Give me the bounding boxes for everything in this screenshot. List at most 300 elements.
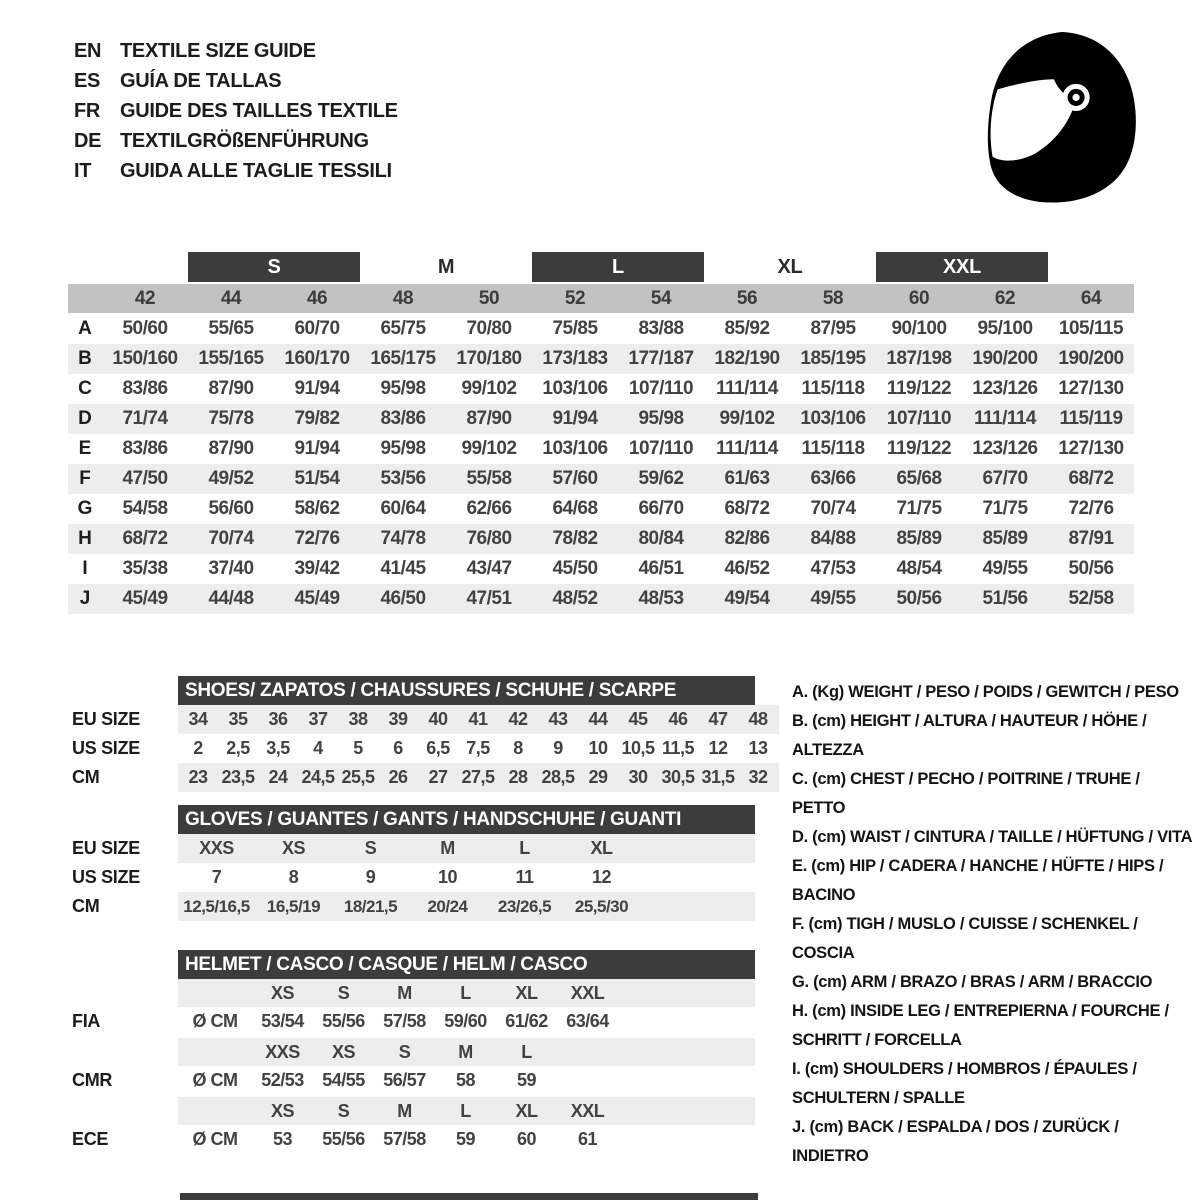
shoe-size-value: 29 <box>588 767 608 787</box>
measurement-value: 95/98 <box>638 408 684 429</box>
measurement-value: 50/56 <box>896 588 942 609</box>
measurement-row <box>68 464 1134 494</box>
accessory-tables <box>72 676 788 1156</box>
measurement-value: 78/82 <box>552 528 598 549</box>
helmet-size-label: XS <box>331 1041 355 1062</box>
helmet-size-row <box>178 979 755 1007</box>
helmet-size-label: XL <box>515 1100 538 1121</box>
gloves-values <box>178 834 755 863</box>
measurement-value: 170/180 <box>456 348 522 369</box>
gloves-row <box>72 834 788 863</box>
helmet-value: 59 <box>455 1128 476 1149</box>
row-letter: C <box>78 378 92 399</box>
diameter-label: Ø CM <box>192 1128 238 1149</box>
shoes-rows <box>72 705 788 792</box>
shoe-size-value: 30 <box>628 767 648 787</box>
measurement-value: 57/60 <box>552 468 598 489</box>
shoe-size-value: 10,5 <box>621 738 655 758</box>
measurement-value: 49/52 <box>208 468 254 489</box>
measurement-value: 165/175 <box>370 348 436 369</box>
helmet-size-label: M <box>397 982 412 1003</box>
measurement-value: 111/114 <box>715 438 779 459</box>
shoe-size-value: 12 <box>708 738 728 758</box>
measurement-value: 65/75 <box>380 318 426 339</box>
measurement-row <box>68 524 1134 554</box>
size-number: 44 <box>220 287 242 309</box>
helmet-value: 61/62 <box>505 1010 548 1031</box>
shoe-size-value: 44 <box>588 709 608 729</box>
helmet-value-row <box>178 1066 755 1094</box>
helmet-value: 59/60 <box>444 1010 487 1031</box>
legend-entry: E. (cm) HIP / CADERA / HANCHE / HÜFTE / HIPS / BACINO <box>792 857 1164 904</box>
row-label: EU SIZE <box>72 838 140 858</box>
language-title: GUÍA DE TALLAS <box>120 70 282 92</box>
measurement-value: 71/74 <box>122 408 168 429</box>
measurement-value: 83/86 <box>380 408 426 429</box>
shoe-size-value: 13 <box>748 738 768 758</box>
language-title: GUIDE DES TAILLES TEXTILE <box>120 100 398 122</box>
shoe-size-value: 27,5 <box>461 767 495 787</box>
helmet-size-label: S <box>337 1100 350 1121</box>
shoe-size-value: 31,5 <box>701 767 735 787</box>
helmet-size-label: XS <box>270 982 294 1003</box>
helmet-icon <box>986 28 1138 204</box>
shoe-size-value: 7,5 <box>466 738 490 758</box>
measurement-value: 187/198 <box>886 348 952 369</box>
row-letter: I <box>82 558 88 579</box>
measurement-value: 60/70 <box>294 318 340 339</box>
shoe-size-value: 24,5 <box>301 767 335 787</box>
measurement-value: 75/85 <box>552 318 598 339</box>
measurement-value: 49/55 <box>982 558 1028 579</box>
measurement-value: 84/88 <box>810 528 856 549</box>
measurement-value: 58/62 <box>294 498 340 519</box>
gloves-section <box>72 805 788 921</box>
size-number: 60 <box>908 287 930 309</box>
measurement-value: 46/52 <box>724 558 770 579</box>
size-band-l: L <box>532 252 704 282</box>
glove-size-value: 18/21,5 <box>343 896 398 916</box>
empty-corner-cell <box>68 284 102 313</box>
helmet-value: 56/57 <box>383 1069 426 1090</box>
measurement-value: 50/56 <box>1068 558 1114 579</box>
shoe-size-value: 10 <box>588 738 608 758</box>
measurement-value: 155/165 <box>198 348 264 369</box>
measurement-value: 51/56 <box>982 588 1028 609</box>
measurement-value: 46/50 <box>380 588 426 609</box>
measurement-value: 68/72 <box>122 528 168 549</box>
glove-size-value: 8 <box>288 867 299 887</box>
shoes-row <box>72 763 788 792</box>
size-band-s: S <box>188 252 360 282</box>
measurement-value: 91/94 <box>294 438 340 459</box>
measurement-value: 45/49 <box>122 588 168 609</box>
shoe-size-value: 2 <box>193 738 203 758</box>
partial-section-bar <box>180 1193 758 1200</box>
helmet-value: 59 <box>516 1069 537 1090</box>
shoe-size-value: 4 <box>313 738 323 758</box>
size-number: 52 <box>564 287 586 309</box>
shoes-header: SHOES/ ZAPATOS / CHAUSSURES / SCHUHE / SCARPE <box>178 676 755 705</box>
measurement-value: 83/88 <box>638 318 684 339</box>
row-label: CM <box>72 767 100 787</box>
size-band-row <box>68 252 1134 282</box>
measurement-value: 190/200 <box>972 348 1038 369</box>
shoe-size-value: 34 <box>188 709 208 729</box>
size-number-header-row <box>68 284 1134 313</box>
shoe-size-value: 30,5 <box>661 767 695 787</box>
gloves-values <box>178 892 755 921</box>
shoe-size-value: 45 <box>628 709 648 729</box>
diameter-label: Ø CM <box>192 1069 238 1090</box>
size-number: 58 <box>822 287 844 309</box>
legend-entry: F. (cm) TIGH / MUSLO / CUISSE / SCHENKEL / COSCIA <box>792 915 1138 962</box>
glove-size-value: 7 <box>211 867 222 887</box>
language-code: EN <box>74 40 102 62</box>
gloves-values <box>178 863 755 892</box>
measurement-value: 185/195 <box>800 348 866 369</box>
measurement-value: 41/45 <box>380 558 426 579</box>
gloves-rows <box>72 834 788 921</box>
gloves-row <box>72 863 788 892</box>
empty-cell <box>178 979 252 1007</box>
legend-entry: J. (cm) BACK / ESPALDA / DOS / ZURÜCK / INDIETRO <box>792 1118 1119 1165</box>
shoe-size-value: 43 <box>548 709 568 729</box>
shoe-size-value: 25,5 <box>341 767 375 787</box>
row-label: CM <box>72 896 100 916</box>
shoe-size-value: 48 <box>748 709 768 729</box>
measurement-row <box>68 584 1134 614</box>
measurement-row <box>68 404 1134 434</box>
measurement-value: 47/50 <box>122 468 168 489</box>
size-number: 46 <box>306 287 328 309</box>
measurement-value: 47/51 <box>466 588 512 609</box>
measurement-value: 123/126 <box>972 378 1038 399</box>
measurement-value: 48/54 <box>896 558 942 579</box>
measurement-value: 72/76 <box>1068 498 1114 519</box>
standard-label: ECE <box>72 1128 109 1149</box>
helmet-size-label: XXS <box>265 1041 300 1062</box>
measurement-value: 107/110 <box>628 438 694 459</box>
measurement-value: 190/200 <box>1058 348 1124 369</box>
measurement-value: 95/98 <box>380 378 426 399</box>
language-title: TEXTILE SIZE GUIDE <box>120 40 316 62</box>
shoe-size-value: 11,5 <box>661 738 695 758</box>
glove-size-value: 16,5/19 <box>266 896 321 916</box>
helmet-size-label: M <box>458 1041 473 1062</box>
measurement-value: 61/63 <box>724 468 770 489</box>
measurement-value: 173/183 <box>542 348 608 369</box>
size-number: 56 <box>736 287 758 309</box>
helmet-blocks <box>72 979 788 1153</box>
row-letter: H <box>78 528 92 549</box>
size-number: 62 <box>994 287 1016 309</box>
helmet-size-label: XXL <box>570 982 605 1003</box>
measurement-value: 70/74 <box>810 498 856 519</box>
gloves-row <box>72 892 788 921</box>
measurement-value: 123/126 <box>972 438 1038 459</box>
glove-size-value: 20/24 <box>427 896 468 916</box>
helmet-size-row <box>178 1097 755 1125</box>
measurement-value: 87/90 <box>466 408 512 429</box>
measurement-value: 182/190 <box>714 348 780 369</box>
measurement-value: 68/72 <box>724 498 770 519</box>
shoe-size-value: 28,5 <box>541 767 575 787</box>
helmet-value: 57/58 <box>383 1128 426 1149</box>
measurement-value: 71/75 <box>982 498 1028 519</box>
glove-size-value: M <box>440 838 455 858</box>
measurement-value: 71/75 <box>896 498 942 519</box>
measurement-value: 119/122 <box>886 438 952 459</box>
measurement-row <box>68 434 1134 464</box>
measurement-row <box>68 554 1134 584</box>
legend-entry: A. (Kg) WEIGHT / PESO / POIDS / GEWITCH / PESO <box>792 683 1179 701</box>
empty-cell <box>178 1097 252 1125</box>
measurement-value: 45/49 <box>294 588 340 609</box>
measurement-value: 64/68 <box>552 498 598 519</box>
helmet-value: 54/55 <box>322 1069 365 1090</box>
measurement-value: 87/91 <box>1068 528 1114 549</box>
measurement-value: 49/54 <box>724 588 770 609</box>
shoe-size-value: 35 <box>228 709 248 729</box>
size-number: 50 <box>478 287 500 309</box>
measurement-value: 50/60 <box>122 318 168 339</box>
measurement-value: 60/64 <box>380 498 426 519</box>
glove-size-value: 12 <box>591 867 612 887</box>
language-title-list <box>74 40 398 183</box>
helmet-size-label: L <box>521 1041 532 1062</box>
measurement-value: 45/50 <box>552 558 598 579</box>
helmet-value: 61 <box>577 1128 598 1149</box>
helmet-size-label: S <box>337 982 350 1003</box>
measurement-value: 87/90 <box>208 438 254 459</box>
measurement-value: 55/65 <box>208 318 254 339</box>
measurement-value: 55/58 <box>466 468 512 489</box>
measurement-value: 111/114 <box>973 408 1037 429</box>
helmet-value-row <box>178 1007 755 1035</box>
glove-size-value: 11 <box>515 867 534 887</box>
language-title: GUIDA ALLE TAGLIE TESSILI <box>120 160 392 182</box>
shoe-size-value: 36 <box>268 709 288 729</box>
shoe-size-value: 40 <box>428 709 448 729</box>
shoes-row <box>72 705 788 734</box>
shoes-values <box>178 734 779 763</box>
measurement-value: 177/187 <box>628 348 694 369</box>
row-label: US SIZE <box>72 867 140 887</box>
measurement-value: 37/40 <box>208 558 254 579</box>
row-letter: G <box>77 498 93 519</box>
helmet-size-label: XS <box>270 1100 294 1121</box>
measurement-value: 99/102 <box>461 438 517 459</box>
measurement-value: 119/122 <box>886 378 952 399</box>
helmet-value: 53/54 <box>261 1010 304 1031</box>
measurement-value: 99/102 <box>461 378 517 399</box>
measurement-value: 127/130 <box>1058 378 1124 399</box>
measurement-value: 63/66 <box>810 468 856 489</box>
shoe-size-value: 46 <box>668 709 688 729</box>
measurement-value: 79/82 <box>294 408 340 429</box>
measurement-value: 35/38 <box>122 558 168 579</box>
helmet-value: 52/53 <box>261 1069 304 1090</box>
helmet-section <box>72 950 788 1153</box>
language-title: TEXTILGRÖßENFÜHRUNG <box>120 130 369 152</box>
measurement-legend <box>792 678 1194 1171</box>
language-code: IT <box>74 160 92 182</box>
legend-entry: D. (cm) WAIST / CINTURA / TAILLE / HÜFTUNG / VITA <box>792 828 1193 846</box>
measurement-value: 150/160 <box>112 348 178 369</box>
legend-entry: B. (cm) HEIGHT / ALTURA / HAUTEUR / HÖHE / ALTEZZA <box>792 712 1147 759</box>
measurement-value: 59/62 <box>638 468 684 489</box>
measurement-value: 105/115 <box>1058 318 1124 339</box>
shoe-size-value: 6,5 <box>426 738 450 758</box>
measurement-value: 107/110 <box>628 378 694 399</box>
shoe-size-value: 42 <box>508 709 528 729</box>
measurement-value: 47/53 <box>810 558 856 579</box>
measurement-value: 115/119 <box>1059 408 1123 429</box>
row-letter: D <box>78 408 92 429</box>
measurement-value: 48/53 <box>638 588 684 609</box>
standard-label: CMR <box>72 1069 113 1090</box>
glove-size-value: 25,5/30 <box>574 896 629 916</box>
helmet-value-row <box>178 1125 755 1153</box>
measurement-value: 95/100 <box>977 318 1033 339</box>
shoe-size-value: 41 <box>468 709 488 729</box>
measurement-value: 87/90 <box>208 378 254 399</box>
measurement-value: 39/42 <box>294 558 340 579</box>
measurement-value: 107/110 <box>886 408 952 429</box>
measurement-value: 87/95 <box>810 318 856 339</box>
row-label: EU SIZE <box>72 709 140 729</box>
row-letter: F <box>79 468 91 489</box>
helmet-value: 60 <box>516 1128 537 1149</box>
shoe-size-value: 37 <box>308 709 328 729</box>
shoe-size-value: 32 <box>748 767 768 787</box>
measurement-value: 127/130 <box>1058 438 1124 459</box>
language-code: ES <box>74 70 101 92</box>
shoe-size-value: 27 <box>428 767 448 787</box>
measurement-value: 83/86 <box>122 378 168 399</box>
legend-entry: H. (cm) INSIDE LEG / ENTREPIERNA / FOURCHE / SCHRITT / FORCELLA <box>792 1002 1169 1049</box>
helmet-standard-block <box>72 979 788 1035</box>
glove-size-value: 10 <box>437 867 458 887</box>
helmet-size-label: M <box>397 1100 412 1121</box>
measurement-value: 111/114 <box>715 378 779 399</box>
measurement-row <box>68 344 1134 374</box>
glove-size-value: 9 <box>365 867 376 887</box>
shoe-size-value: 9 <box>553 738 563 758</box>
measurement-value: 68/72 <box>1068 468 1114 489</box>
textile-size-table <box>68 252 1134 614</box>
measurement-value: 85/92 <box>724 318 770 339</box>
size-number: 64 <box>1080 287 1102 309</box>
helmet-size-label: XL <box>515 982 538 1003</box>
shoes-section <box>72 676 788 792</box>
measurement-value: 85/89 <box>982 528 1028 549</box>
helmet-value: 53 <box>272 1128 293 1149</box>
measurement-value: 74/78 <box>380 528 426 549</box>
helmet-size-row <box>178 1038 755 1066</box>
measurement-value: 72/76 <box>294 528 340 549</box>
helmet-size-label: S <box>398 1041 411 1062</box>
glove-size-value: L <box>519 838 530 858</box>
helmet-value: 57/58 <box>383 1010 426 1031</box>
shoe-size-value: 2,5 <box>226 738 250 758</box>
helmet-size-label: L <box>460 1100 471 1121</box>
measurement-value: 82/86 <box>724 528 770 549</box>
shoe-size-value: 28 <box>508 767 528 787</box>
measurement-value: 43/47 <box>466 558 512 579</box>
measurement-value: 49/55 <box>810 588 856 609</box>
shoe-size-value: 8 <box>513 738 523 758</box>
measurement-value: 70/80 <box>466 318 512 339</box>
measurement-value: 83/86 <box>122 438 168 459</box>
glove-size-value: XS <box>281 838 305 858</box>
measurement-value: 53/56 <box>380 468 426 489</box>
helmet-value: 58 <box>455 1069 476 1090</box>
measurement-value: 80/84 <box>638 528 684 549</box>
row-letter: J <box>79 588 91 609</box>
measurement-value: 90/100 <box>891 318 947 339</box>
row-label: US SIZE <box>72 738 140 758</box>
glove-size-value: XL <box>590 838 613 858</box>
diameter-label: Ø CM <box>192 1010 238 1031</box>
helmet-value: 55/56 <box>322 1128 365 1149</box>
measurement-value: 52/58 <box>1068 588 1114 609</box>
helmet-value: 63/64 <box>566 1010 609 1031</box>
row-letter: A <box>78 318 92 339</box>
helmet-value: 55/56 <box>322 1010 365 1031</box>
shoe-size-value: 3,5 <box>266 738 290 758</box>
measurement-value: 75/78 <box>208 408 254 429</box>
glove-size-value: XXS <box>199 838 234 858</box>
size-number: 48 <box>392 287 414 309</box>
shoe-size-value: 6 <box>393 738 403 758</box>
glove-size-value: S <box>364 838 377 858</box>
helmet-size-label: XXL <box>570 1100 605 1121</box>
measurement-value: 99/102 <box>719 408 775 429</box>
shoes-row <box>72 734 788 763</box>
row-letter: E <box>78 438 92 459</box>
measurement-value: 91/94 <box>294 378 340 399</box>
shoe-size-value: 24 <box>268 767 288 787</box>
legend-entry: C. (cm) CHEST / PECHO / POITRINE / TRUHE / PETTO <box>792 770 1140 817</box>
measurement-value: 70/74 <box>208 528 254 549</box>
shoe-size-value: 23,5 <box>221 767 255 787</box>
measurement-value: 103/106 <box>542 438 608 459</box>
helmet-standard-block <box>72 1038 788 1094</box>
helmet-standard-block <box>72 1097 788 1153</box>
shoe-size-value: 38 <box>348 709 368 729</box>
measurement-value: 56/60 <box>208 498 254 519</box>
measurement-value: 91/94 <box>552 408 598 429</box>
empty-cell <box>178 1038 252 1066</box>
size-band-xxl: XXL <box>876 252 1048 282</box>
measurement-value: 85/89 <box>896 528 942 549</box>
helmet-size-label: L <box>460 982 471 1003</box>
measurement-row <box>68 374 1134 404</box>
measurement-value: 66/70 <box>638 498 684 519</box>
size-band-xl: XL <box>777 255 803 278</box>
shoe-size-value: 26 <box>388 767 408 787</box>
shoes-values <box>178 763 779 792</box>
shoe-size-value: 5 <box>353 738 363 758</box>
language-code: FR <box>74 100 101 122</box>
measurement-value: 62/66 <box>466 498 512 519</box>
glove-size-value: 12,5/16,5 <box>183 896 250 916</box>
measurement-value: 44/48 <box>208 588 254 609</box>
measurement-value: 76/80 <box>466 528 512 549</box>
legend-entry: G. (cm) ARM / BRAZO / BRAS / ARM / BRACCIO <box>792 973 1153 991</box>
